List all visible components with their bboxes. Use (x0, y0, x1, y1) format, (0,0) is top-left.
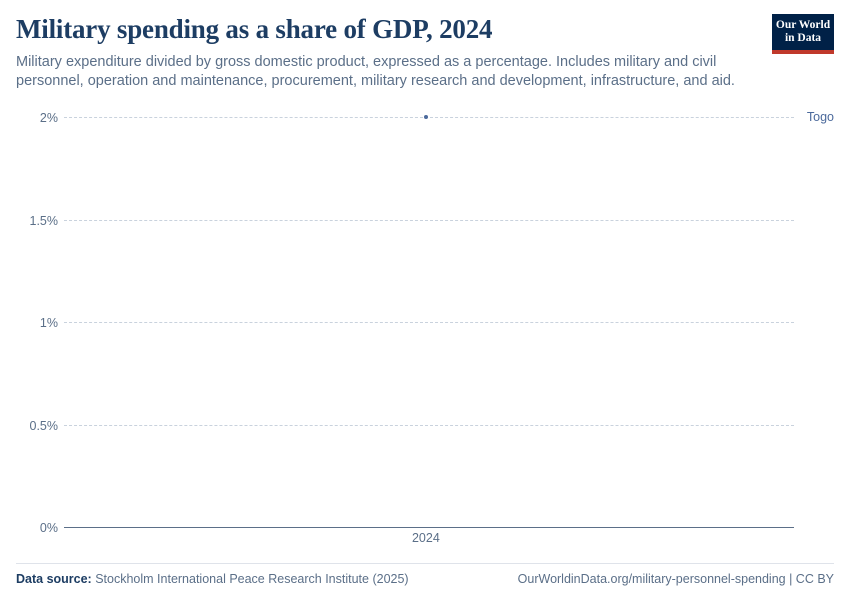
series-label-togo[interactable]: Togo (806, 110, 834, 124)
gridline-1 (39, 316, 794, 330)
y-axis-tick-label: 1% (39, 316, 58, 330)
chart-subtitle: Military expenditure divided by gross domestic product, expressed as a percentage. Includes military and civil personnel, operation and maintenance, procurement, military research and development, infrastructure, and aid. (16, 54, 735, 89)
owid-logo[interactable] (772, 14, 834, 54)
gridline-2 (39, 111, 794, 125)
y-axis-tick-label: 2% (39, 111, 58, 125)
chart-footer (16, 563, 834, 586)
owid-logo-line2: in Data (784, 32, 822, 44)
x-axis-line (39, 521, 794, 535)
chart-plot (29, 110, 834, 545)
chart-area (16, 107, 834, 547)
owid-logo-line1: Our World (775, 19, 831, 31)
data-source-value: Stockholm International Peace Research Institute (2025) (95, 572, 409, 586)
x-axis-tick-label: 2024 (411, 531, 440, 545)
gridline-0-5 (29, 418, 794, 433)
page-title: Military spending as a share of GDP, 2024 (16, 14, 493, 44)
attribution[interactable]: OurWorldinData.org/military-personnel-spending | CC BY (517, 572, 834, 586)
y-axis-tick-label: 0% (39, 521, 58, 535)
data-point-togo[interactable] (424, 115, 428, 119)
gridline-1-5 (29, 213, 794, 228)
y-axis-tick-label: 0.5% (29, 418, 58, 433)
data-source-label: Data source: (16, 572, 92, 586)
chart-header (16, 14, 834, 91)
data-source (16, 572, 409, 586)
y-axis-tick-label: 1.5% (29, 213, 58, 228)
